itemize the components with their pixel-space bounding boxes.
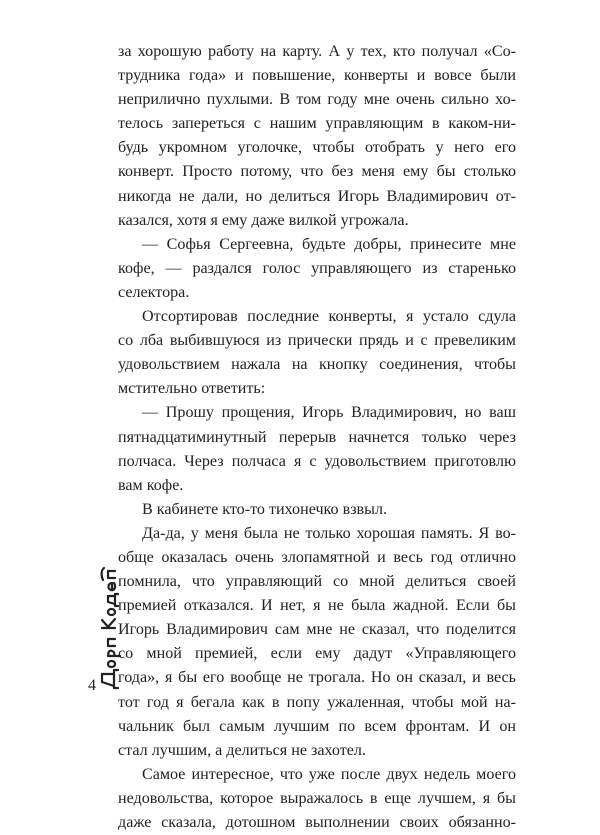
text-line: Да-да, у меня была не только хорошая память. Я во- <box>142 524 516 542</box>
text-line: — Прошу прощения, Игорь Владимирович, но ваш <box>142 404 516 422</box>
text-line: мстительно ответить: <box>118 380 266 398</box>
text-line: тот год я бегала как в попу ужаленная, чтобы мой на- <box>118 693 516 711</box>
text-line: Самое интересное, что уже после двух недель моего <box>142 765 516 783</box>
text-line: удовольствием нажала на кнопку соединения, чтобы <box>118 356 516 374</box>
text-line: неприлично пухлыми. В том году мне очень сильно хо- <box>118 91 516 109</box>
text-line: чальник был самым лучшим по всем фронтам. И он <box>118 717 516 735</box>
text-line: Отсортировав последние конверты, я устало сдула <box>142 308 516 326</box>
text-line: конверт. Просто потому, что без меня ему бы столько <box>118 163 516 181</box>
text-line: — Софья Сергеевна, будьте добры, принесите мне <box>142 235 516 253</box>
text-line: недовольства, которое выражалось в еще лучшем, я бы <box>118 789 516 807</box>
text-line: никогда не дали, но делиться Игорь Владимирович от- <box>118 187 516 205</box>
text-line: пятнадцатиминутный перерыв начнется только через <box>118 428 516 446</box>
text-line: В кабинете кто-то тихонечко взвыл. <box>142 500 388 518</box>
text-line: полчаса. Через полчаса я с удовольствием приготовлю <box>118 452 516 470</box>
text-line: со мной премией, если ему дадут «Управляющего <box>118 645 516 663</box>
text-line: года», я бы его вообще не трогала. Но он сказал, и весь <box>118 669 516 687</box>
text-line: со лба выбившуюся из прически прядь и с превеликим <box>118 332 516 350</box>
text-line: обще оказалась очень злопамятной и весь год отлично <box>118 548 516 566</box>
text-line: кофе, — раздался голос управляющего из старенько <box>118 259 516 277</box>
text-line: трудника года» и повышение, конверты и вовсе были <box>118 67 516 85</box>
text-line: селектора. <box>118 283 190 301</box>
author-signature-logo <box>70 540 118 690</box>
text-line: премией отказался. И нет, я не была жадной. Если бы <box>118 597 516 615</box>
text-line: стал лучшим, а делиться не захотел. <box>118 741 366 759</box>
body-text <box>118 40 516 835</box>
text-line: будь укромном уголочке, чтобы отобрать у него его <box>118 139 516 157</box>
text-line: Игорь Владимирович сам мне не сказал, что поделится <box>118 621 516 639</box>
page-number: 4 <box>88 677 96 694</box>
text-line: помнила, что управляющий со мной делиться своей <box>118 573 516 591</box>
text-line: телось запереться с нашим управляющим в каком-ни- <box>118 115 516 133</box>
text-line: казался, хотя я ему даже вилкой угрожала. <box>118 211 409 229</box>
text-line: вам кофе. <box>118 476 184 494</box>
text-line: за хорошую работу на карту. А у тех, кто получал «Со- <box>118 43 516 60</box>
text-line: даже сказала, дотошном выполнении своих обязанно- <box>118 814 516 831</box>
